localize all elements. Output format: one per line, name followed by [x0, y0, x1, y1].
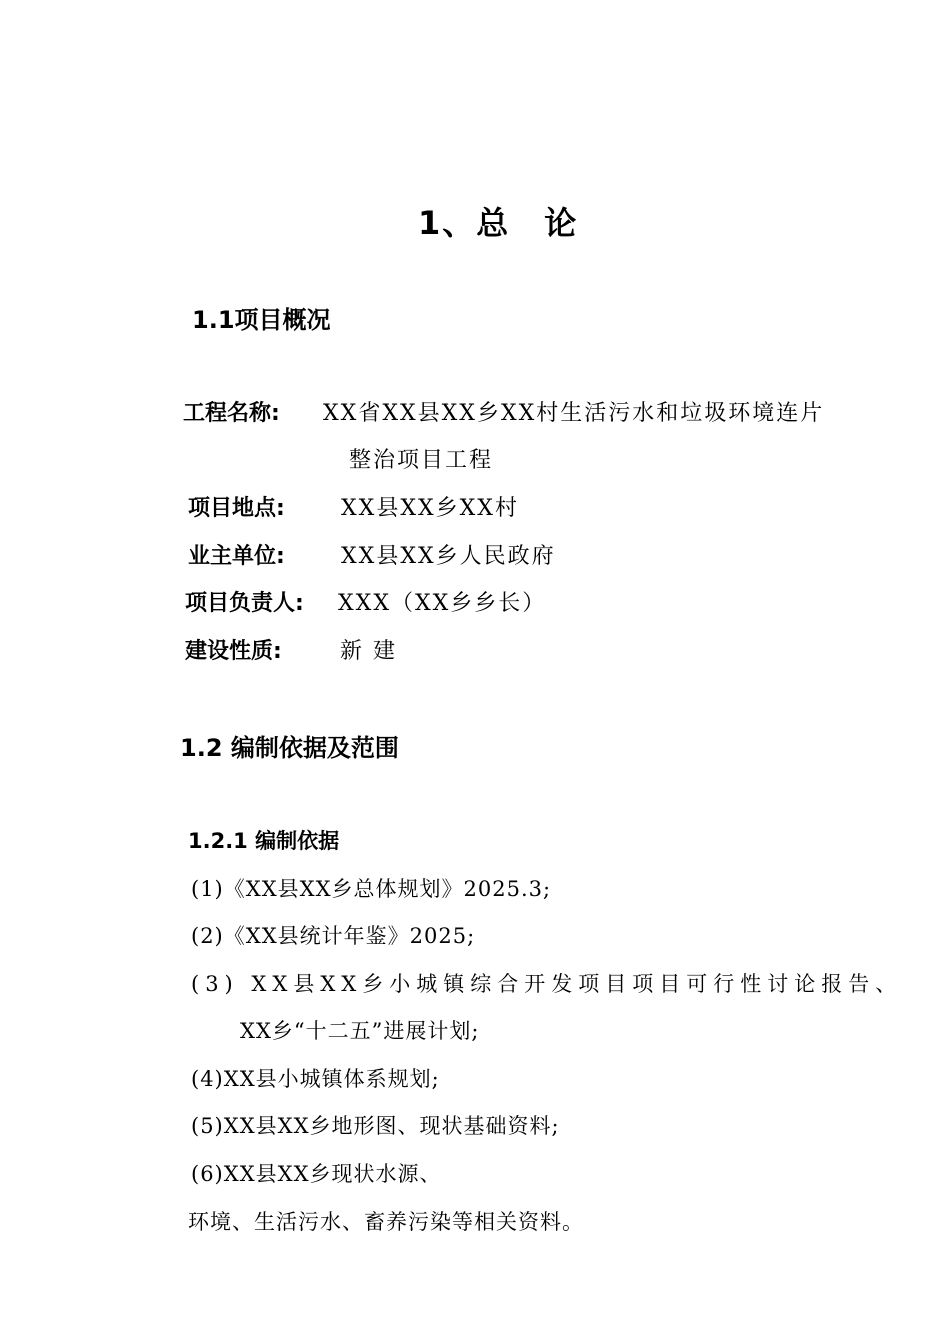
field-label-project-name: 工程名称:: [183, 401, 280, 426]
field-value-owner: XX县XX乡人民政府: [341, 544, 556, 569]
list-item: (3) XX县XX乡小城镇综合开发项目项目可行性讨论报告、: [191, 972, 903, 996]
list-item: (2)《XX县统计年鉴》2025;: [191, 924, 476, 948]
list-item: XX乡“十二五”进展计划;: [240, 1019, 480, 1043]
section-heading-1-2: 1.2 编制依据及范围: [180, 734, 399, 762]
field-value-project-name: XX省XX县XX乡XX村生活污水和垃圾环境连片: [323, 401, 825, 426]
list-item: 环境、生活污水、畜养污染等相关资料。: [188, 1210, 584, 1234]
field-value-project-name-cont: 整治项目工程: [349, 448, 494, 473]
field-label-manager: 项目负责人:: [185, 591, 304, 616]
field-label-nature: 建设性质:: [185, 639, 282, 664]
list-item: (6)XX县XX乡现状水源、: [191, 1162, 442, 1186]
chapter-title: 1、总 论: [418, 204, 579, 242]
subsection-heading-1-2-1: 1.2.1 编制依据: [188, 829, 340, 853]
field-value-manager: XXX（XX乡乡长）: [338, 591, 547, 616]
list-item: (4)XX县小城镇体系规划;: [191, 1067, 440, 1091]
field-value-nature: 新 建: [340, 639, 397, 664]
list-item: (1)《XX县XX乡总体规划》2025.3;: [191, 877, 552, 901]
field-label-location: 项目地点:: [188, 496, 285, 521]
section-heading-1-1: 1.1项目概况: [192, 306, 331, 334]
list-item: (5)XX县XX乡地形图、现状基础资料;: [191, 1114, 560, 1138]
field-label-owner: 业主单位:: [188, 544, 285, 569]
field-value-location: XX县XX乡XX村: [341, 496, 519, 521]
